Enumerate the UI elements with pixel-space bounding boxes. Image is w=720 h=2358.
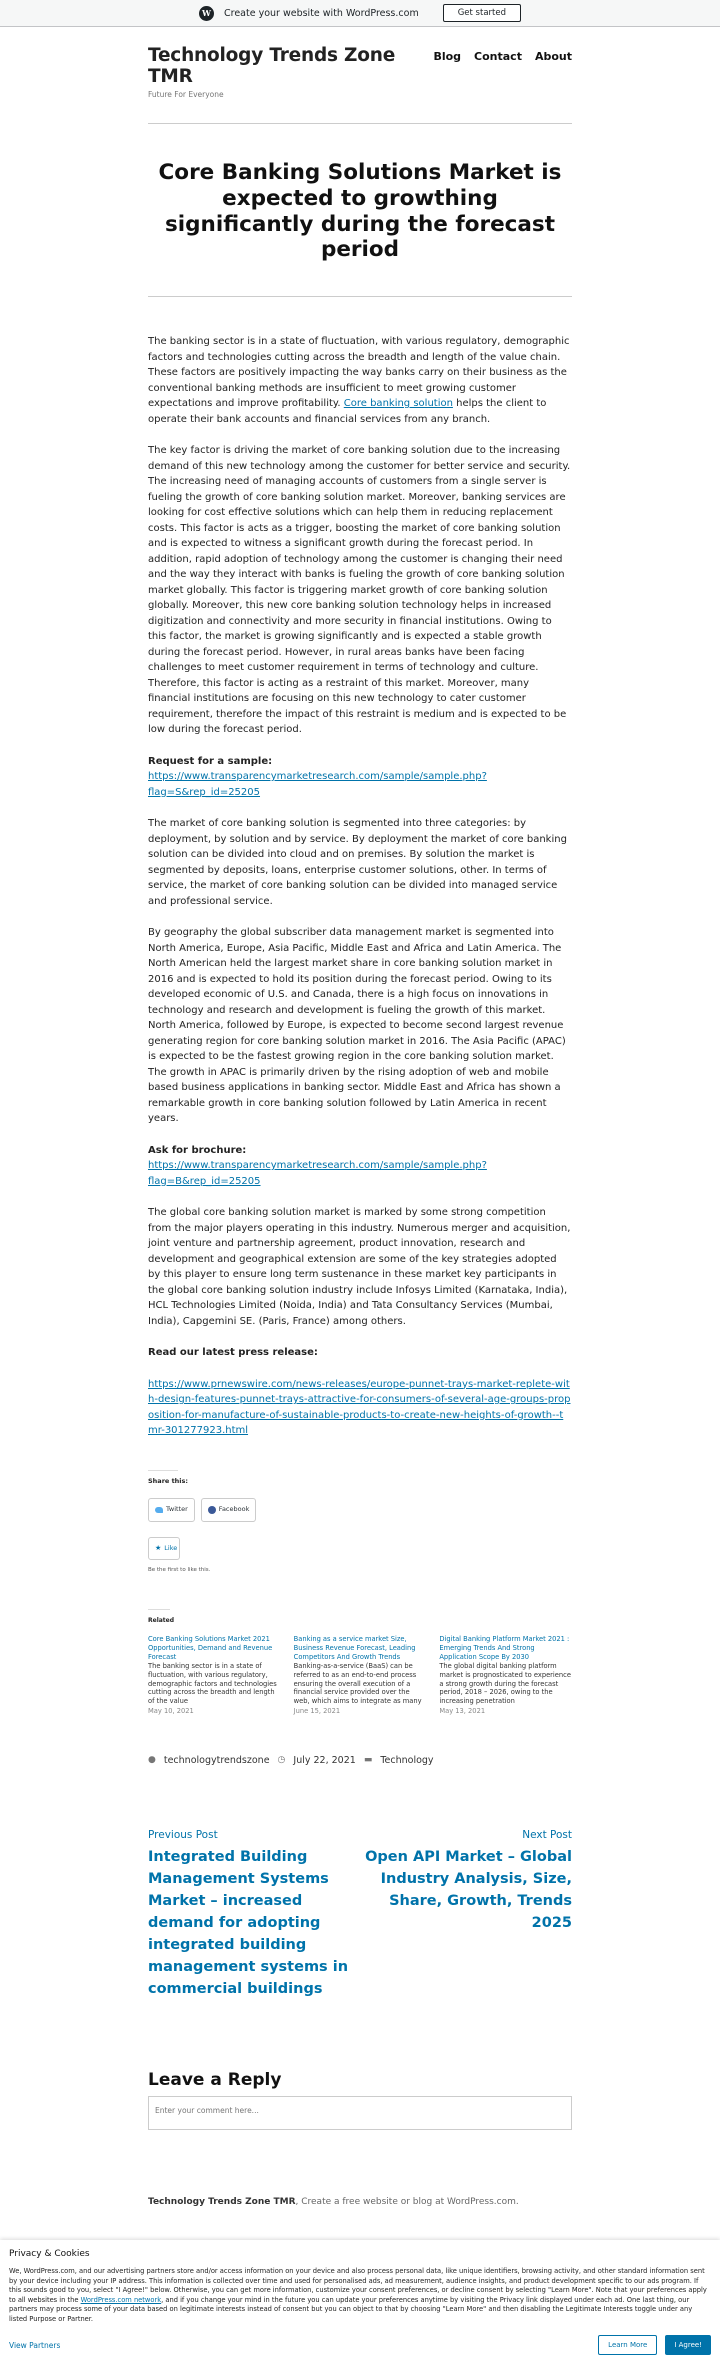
- next-post[interactable]: [362, 1828, 572, 2000]
- view-partners-link[interactable]: View Partners: [9, 2340, 61, 2350]
- footer-text: , Create a free website or blog at WordPress.com.: [295, 2197, 519, 2208]
- previous-post[interactable]: [148, 1828, 358, 2000]
- related-posts: [148, 1635, 572, 1715]
- related-item-title[interactable]: Core Banking Solutions Market 2021 Opportunities, Demand and Revenue Forecast: [148, 1635, 273, 1661]
- wordpress-banner-text: Create your website with WordPress.com: [224, 7, 419, 19]
- paragraph-intro: The banking sector is in a state of fluctuation, with various regulatory, demographic factors and technologies cutting across the breadth and length of the value chain. These factors are positively impacting the way banks carry on their business as the conventional banking methods are insufficient to meet growing customer expectations and improve profitability. Core banking solution helps the client to operate their bank accounts and financial services from any branch.: [148, 336, 570, 425]
- footer-site-link[interactable]: Technology Trends Zone TMR: [148, 2197, 296, 2208]
- press-label: Read our latest press release:: [148, 1347, 318, 1359]
- wordpress-logo-icon: W: [199, 6, 214, 21]
- related-item-title[interactable]: Digital Banking Platform Market 2021 : Emerging Trends And Strong Application Scope By 2030: [439, 1635, 570, 1661]
- post-meta: [148, 1753, 572, 1769]
- get-started-button[interactable]: Get started: [443, 4, 521, 22]
- cookie-title: Privacy & Cookies: [9, 2249, 90, 2259]
- title-divider: [148, 296, 572, 297]
- folder-icon: ▬: [363, 1754, 373, 1765]
- paragraph-drivers: The key factor is driving the market of core banking solution due to the increasing demand of this new technology among the customer for better service and security. The increasing need of managing accounts of customers from a single server is fueling the growth of core banking solution market. Moreover, banking services are looking for cost effective solutions which can help them in reducing replacement costs. This factor is acts as a trigger, boosting the market of core banking solution and is expected to witness a significant growth during the forecast period. In addition, rapid adoption of technology among the customer is changing their need and the way they interact with banks is fueling the growth of core banking solution market globally. This factor is triggering market growth of core banking solution globally. Moreover, this new core banking solution technology helps in increased digitization and connectivity and more security in financial institutions. Owing to this factor, the market is growing significantly and is expected a stable growth during the forecast period. However, in rural areas banks have been facing challenges to meet customer requirement in terms of technology and culture. Therefore, this factor is acting as a restraint of this market. Moreover, many financial institutions are focusing on this new technology to cater customer requirement, therefore the impact of this restraint is medium and is expected to be low during the forecast period.: [148, 445, 571, 736]
- learn-more-button[interactable]: Learn More: [598, 2335, 657, 2355]
- post-title: Core Banking Solutions Market is expected to growthing significantly during the forecast period: [158, 160, 562, 263]
- paragraph-segmentation: The market of core banking solution is segmented into three categories: by deployment, by solution and by service. By deployment the market of core banking solution can be divided into cloud and on premises. By solution the market is segmented by deposits, loans, enterprise customer solutions, other. In terms of service, the market of core banking solution can be divided into managed service and professional service.: [148, 818, 567, 907]
- paragraph-competition: The global core banking solution market is marked by some strong competition from the major players operating in this industry. Numerous merger and acquisition, joint venture and partnership agreement, product innovation, research and development and geographical extension are some of the key strategies adopted by this player to ensure long term sustenance in these market key participants in the global core banking solution industry include Infosys Limited (Karnataka, India), HCL Technologies Limited (Noida, India) and Tata Consultancy Services (Mumbai, India), Capgemini SE. (Paris, France) among others.: [148, 1207, 571, 1327]
- share-buttons: [148, 1498, 572, 1522]
- related-header: Related: [148, 1609, 170, 1629]
- clock-icon: ◷: [277, 1754, 286, 1765]
- post-category[interactable]: Technology: [380, 1754, 434, 1766]
- post-author[interactable]: technologytrendszone: [163, 1754, 270, 1766]
- related-item-excerpt: Banking-as-a-service (BaaS) can be referred to as an end-to-end process ensuring the overall execution of a financial service provided over the web, which aims to integrate as many: [293, 1662, 422, 1706]
- facebook-icon: [208, 1506, 216, 1514]
- related-item-excerpt: The global digital banking platform market is prognosticated to experience a strong growth during the forecast period, 2018 – 2026, owing to the increasing penetration: [439, 1662, 571, 1706]
- nav-item-about[interactable]: About: [534, 50, 572, 63]
- site-title[interactable]: Technology Trends Zone TMR: [148, 45, 396, 87]
- paragraph-geography: By geography the global subscriber data management market is segmented into North America, Europe, Asia Pacific, Middle East and Africa and Latin America. The North American held the largest market share in core banking solution market in 2016 and is expected to hold its position during the forecast period. Owing to its developed economic of U.S. and Canada, there is a high focus on innovations in technology and research and development is fueling the growth of this market. North America, followed by Europe, is expected to become second largest revenue generating region for core banking solution market in 2016. The Asia Pacific (APAC) is expected to be the fastest growing region in the core banking solution market. The growth in APAC is primarily driven by the rising adoption of web and mobile based business applications in banking sector. Middle East and Africa has shown a remarkable growth in core banking solution followed by Latin America in recent years.: [148, 927, 566, 1125]
- wordpress-network-link[interactable]: WordPress.com network: [80, 2295, 162, 2304]
- related-item: [148, 1635, 281, 1715]
- related-item-date: May 10, 2021: [148, 1706, 194, 1715]
- previous-post-label: Previous Post: [148, 1829, 218, 1842]
- related-item-title[interactable]: Banking as a service market Size, Business Revenue Forecast, Leading Competitors And Growth Trends: [293, 1635, 416, 1661]
- share-facebook-button[interactable]: Facebook: [201, 1498, 257, 1522]
- comment-input[interactable]: Enter your comment here...: [148, 2096, 572, 2130]
- related-item-date: June 15, 2021: [293, 1706, 341, 1715]
- brochure-paragraph: Ask for brochure: https://www.transparencymarketresearch.com/sample/sample.php?flag=B&rep_id=25205: [148, 1144, 487, 1187]
- agree-button[interactable]: I Agree!: [665, 2335, 711, 2355]
- site-description: Future For Everyone: [148, 90, 224, 99]
- cookie-banner: [0, 2240, 720, 2358]
- wordpress-banner: [0, 0, 720, 27]
- related-item: [294, 1635, 427, 1715]
- core-banking-link[interactable]: Core banking solution: [343, 398, 453, 410]
- site-header: [148, 27, 572, 99]
- nav-item-contact[interactable]: Contact: [474, 50, 522, 63]
- previous-post-title[interactable]: Integrated Building Management Systems Market – increased demand for adopting integrated building management systems in commercial buildings: [148, 1848, 349, 1997]
- next-post-title[interactable]: Open API Market – Global Industry Analysis, Size, Share, Growth, Trends 2025: [365, 1848, 572, 1931]
- cookie-text: We, WordPress.com, and our advertising partners store and/or access information on your device and also process personal data, like unique identifiers, browsing activity, and other standard information sent by your device including your IP address. This information is collected over time and used for personalised ads, ad measurement, audience insights, and product development specific to our ads program. If this sounds good to you, select "I Agree!" below. Otherwise, you can get more information, customize your consent preferences, or decline consent by selecting "Learn More". Note that your preferences apply to all websites in the WordPress.com network, and if you change your mind in the future you can update your preferences anytime by visiting the Privacy link displayed under each ad. One last thing, our partners may process some of your data based on legitimate interests instead of consent but you can object to that by choosing "Learn More" and then disabling the Legitimate Interests toggle under any listed Purpose or Partner.: [9, 2267, 707, 2323]
- sample-link[interactable]: https://www.transparencymarketresearch.com/sample/sample.php?flag=S&rep_id=25205: [148, 771, 487, 798]
- share-twitter-button[interactable]: Twitter: [148, 1498, 195, 1522]
- press-link-paragraph: [148, 1377, 572, 1439]
- related-item-date: May 13, 2021: [439, 1706, 486, 1715]
- twitter-icon: [155, 1507, 163, 1513]
- site-footer: [148, 2195, 572, 2211]
- nav-item-blog[interactable]: Blog: [433, 50, 462, 63]
- author-icon: ●: [148, 1754, 156, 1765]
- related-item-excerpt: The banking sector is in a state of fluctuation, with various regulatory, demographic factors and technologies cutting across the breadth and length of the value: [148, 1662, 277, 1706]
- share-title: Share this:: [148, 1470, 178, 1490]
- press-release-link[interactable]: https://www.prnewswire.com/news-releases/europe-punnet-trays-market-replete-with-design-features-punnet-trays-attractive-for-consumers-of-several-age-groups-proposition-for-manufacture-of-sustainable-products-to-create-new-heights-of-growth--tmr-301277923.html: [148, 1378, 571, 1437]
- related-item: [439, 1635, 572, 1715]
- post-content: [148, 334, 572, 2210]
- leave-reply-title: Leave a Reply: [148, 2069, 282, 2090]
- star-icon: ★: [155, 1543, 162, 1552]
- sample-label: Request for a sample:: [148, 755, 273, 767]
- main-nav: [433, 45, 572, 95]
- like-note: Be the first to like this.: [148, 1567, 211, 1574]
- sample-link-paragraph: [148, 769, 572, 800]
- next-post-label: Next Post: [522, 1829, 572, 1842]
- like-button[interactable]: ★ Like: [148, 1537, 180, 1561]
- post-navigation: [148, 1828, 572, 2000]
- post-date[interactable]: July 22, 2021: [293, 1754, 356, 1766]
- brochure-link[interactable]: https://www.transparencymarketresearch.com/sample/sample.php?flag=B&rep_id=25205: [148, 1160, 487, 1187]
